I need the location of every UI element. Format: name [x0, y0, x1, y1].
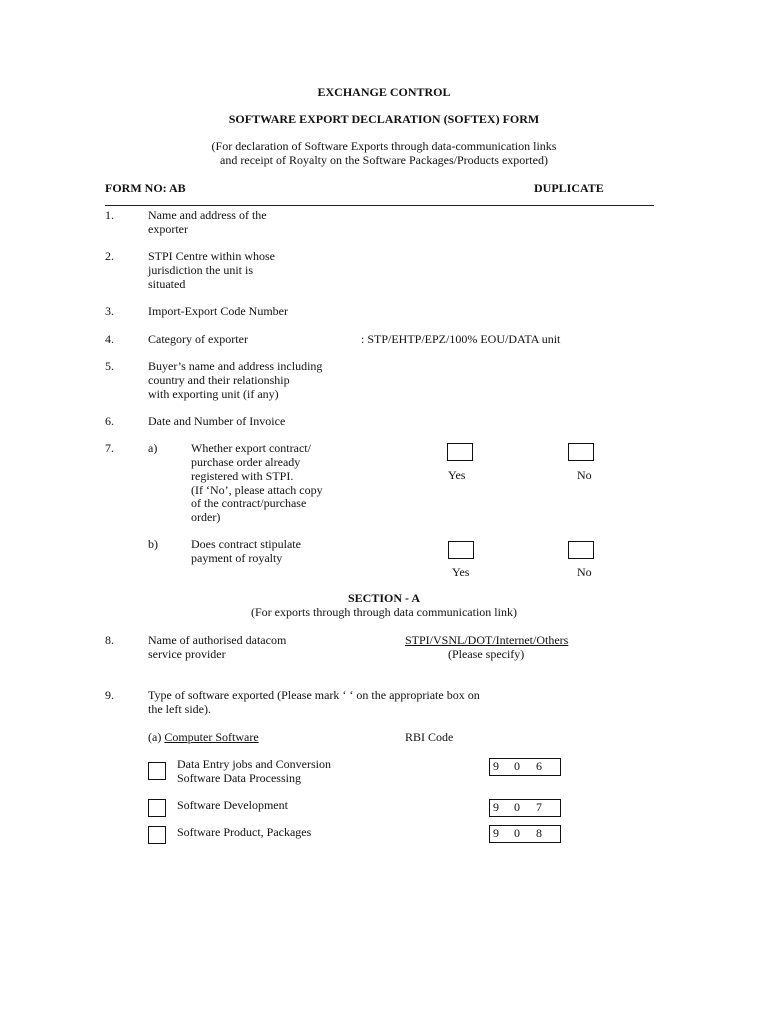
no-label: No [577, 565, 592, 579]
rbi-code-digit: 9 [493, 826, 499, 840]
section-title: SECTION - A [347, 591, 421, 605]
item-label-line: of the contract/purchase [191, 496, 307, 510]
item-label-line: Category of exporter [148, 332, 248, 346]
item-label-line: jurisdiction the unit is [148, 263, 253, 277]
copy-type-label: DUPLICATE [534, 181, 604, 195]
provider-specify-note: (Please specify) [448, 647, 525, 661]
category-prefix: (a) [148, 730, 165, 744]
rbi-code-label: RBI Code [405, 730, 454, 744]
rbi-code-box [489, 758, 561, 776]
item-label-line: order) [191, 510, 221, 524]
item-number: 3. [105, 304, 114, 318]
rbi-code-digit: 0 [514, 759, 520, 773]
royalty-yes-checkbox[interactable] [448, 541, 474, 559]
item-label-line: Name of authorised datacom [148, 633, 287, 647]
item-label-line: Import-Export Code Number [148, 304, 288, 318]
item-label-line: country and their relationship [148, 373, 290, 387]
item-label-line: registered with STPI. [191, 469, 294, 483]
software-type-label: Software Data Processing [177, 771, 301, 785]
item-label-line: purchase order already [191, 455, 301, 469]
item-label-line: the left side). [148, 702, 211, 716]
rbi-code-digit: 0 [514, 800, 520, 814]
form-description-line2: and receipt of Royalty on the Software Packages/Products exported) [220, 153, 548, 167]
item-label-line: exporter [148, 222, 188, 236]
item-number: 6. [105, 414, 114, 428]
form-title: SOFTWARE EXPORT DECLARATION (SOFTEX) FORM [228, 112, 540, 126]
data-entry-checkbox[interactable] [148, 762, 166, 780]
item-label-line: Date and Number of Invoice [148, 414, 286, 428]
item-label-line: situated [148, 277, 186, 291]
sub-item-label: b) [148, 537, 158, 551]
item-label-line: (If ‘No’, please attach copy [191, 483, 323, 497]
category-label: Computer Software [164, 730, 259, 744]
item-label-line: Whether export contract/ [191, 441, 311, 455]
provider-options: STPI/VSNL/DOT/Internet/Others [405, 633, 569, 647]
registered-no-checkbox[interactable] [568, 443, 594, 461]
item-number: 2. [105, 249, 114, 263]
rbi-code-digit: 9 [493, 759, 499, 773]
rbi-code-digit: 7 [536, 800, 542, 814]
software-type-label: Software Development [177, 798, 288, 812]
item-label-line: Buyer’s name and address including [148, 359, 323, 373]
item-label-line: Does contract stipulate [191, 537, 301, 551]
item-label-line: Type of software exported (Please mark ‘ ‘ on the appropriate box on [148, 688, 480, 702]
section-subtitle: (For exports through through data communication link) [251, 605, 517, 619]
rbi-code-digit: 0 [514, 826, 520, 840]
yes-label: Yes [452, 565, 470, 579]
form-description-line1: (For declaration of Software Exports through data-communication links [211, 139, 557, 153]
form-heading: EXCHANGE CONTROL [317, 85, 451, 99]
item-number: 1. [105, 208, 114, 222]
item-number: 5. [105, 359, 114, 373]
form-number: FORM NO: AB [105, 181, 186, 195]
rbi-code-digit: 9 [493, 800, 499, 814]
rbi-code-digit: 8 [536, 826, 542, 840]
software-type-label: Software Product, Packages [177, 825, 312, 839]
software-development-checkbox[interactable] [148, 799, 166, 817]
yes-label: Yes [448, 468, 466, 482]
item-number: 9. [105, 688, 114, 702]
item-label-line: STPI Centre within whose [148, 249, 275, 263]
rbi-code-box [489, 799, 561, 817]
no-label: No [577, 468, 592, 482]
rbi-code-box [489, 825, 561, 843]
royalty-no-checkbox[interactable] [568, 541, 594, 559]
item-label-line: payment of royalty [191, 551, 283, 565]
software-type-label: Data Entry jobs and Conversion [177, 757, 331, 771]
item-label-line: with exporting unit (if any) [148, 387, 279, 401]
item-number: 7. [105, 441, 114, 455]
software-product-checkbox[interactable] [148, 826, 166, 844]
item-label-line: Name and address of the [148, 208, 267, 222]
item-label-line: service provider [148, 647, 226, 661]
software-category [148, 731, 259, 745]
exporter-category-value: : STP/EHTP/EPZ/100% EOU/DATA unit [361, 332, 561, 346]
registered-yes-checkbox[interactable] [447, 443, 473, 461]
sub-item-label: a) [148, 441, 158, 455]
item-number: 8. [105, 633, 114, 647]
item-number: 4. [105, 332, 114, 346]
rbi-code-digit: 6 [536, 759, 542, 773]
header-divider [105, 205, 654, 206]
